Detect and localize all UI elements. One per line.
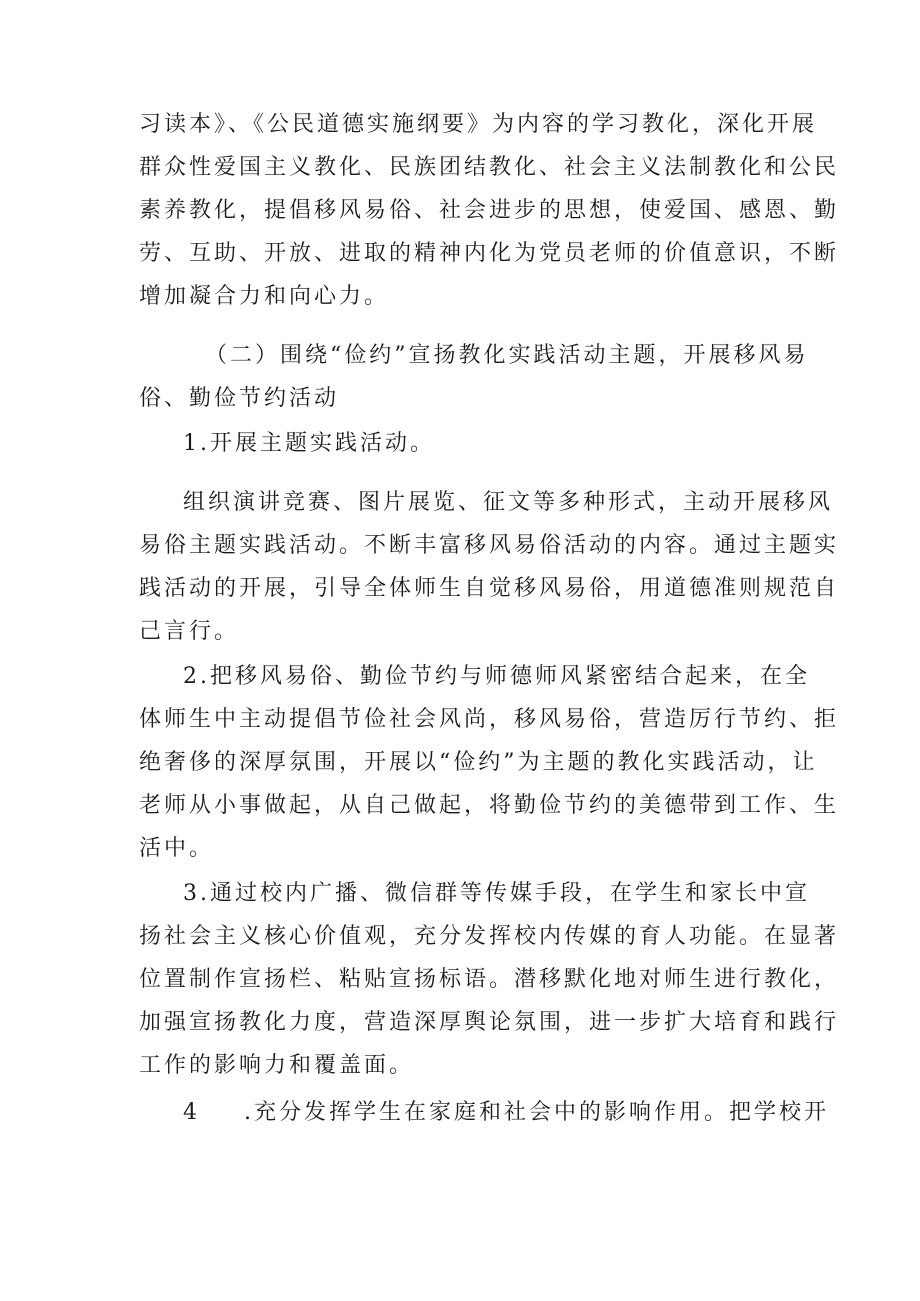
list-number: 4 bbox=[183, 1100, 200, 1125]
text-line: 扬社会主义核心价值观，充分发挥校内传媒的育人功能。在显著 bbox=[139, 924, 840, 949]
text-line: 绝奢侈的深厚氛围，开展以“俭约”为主题的教化实践活动，让 bbox=[139, 750, 818, 775]
text-line bbox=[139, 1091, 829, 1134]
text-line: 3.通过校内广播、微信群等传媒手段，在学生和家长中宣 bbox=[183, 881, 810, 906]
text-line: 群众性爱国主义教化、民族团结教化、社会主义法制教化和公民 bbox=[139, 155, 840, 180]
heading-line: （二）围绕“俭约”宣扬教化实践活动主题，开展移风易 bbox=[205, 343, 809, 368]
list-item-3 bbox=[139, 872, 840, 1087]
paragraph-2 bbox=[139, 481, 840, 653]
list-item-1 bbox=[139, 422, 799, 465]
text-line: 增加凝合力和向心力。 bbox=[139, 284, 390, 309]
text-line: 工作的影响力和覆盖面。 bbox=[139, 1053, 415, 1078]
text-line: 习读本》、《公民道德实施纲要》为内容的学习教化，深化开展 bbox=[139, 112, 818, 137]
text-line: 劳、互助、开放、进取的精神内化为党员老师的价值意识，不断 bbox=[139, 241, 840, 266]
section-heading bbox=[139, 334, 809, 420]
text-line: 老师从小事做起，从自己做起，将勤俭节约的美德带到工作、生 bbox=[139, 793, 840, 818]
text-line: 素养教化，提倡移风易俗、社会进步的思想，使爱国、感恩、勤 bbox=[139, 198, 840, 223]
text-line: 位置制作宣扬栏、粘贴宣扬标语。潜移默化地对师生进行教化， bbox=[139, 967, 840, 992]
text-line: 组织演讲竞赛、图片展览、征文等多种形式，主动开展移风 bbox=[183, 490, 834, 515]
text-line: 活中。 bbox=[139, 836, 215, 861]
list-item-4 bbox=[139, 1091, 829, 1134]
text-line: 己言行。 bbox=[139, 619, 240, 644]
text-line: 2.把移风易俗、勤俭节约与师德师风紧密结合起来，在全 bbox=[183, 664, 810, 689]
text-line: 践活动的开展，引导全体师生自觉移风易俗，用道德准则规范自 bbox=[139, 576, 840, 601]
heading-line: 俗、勤俭节约活动 bbox=[139, 386, 340, 411]
item-text: .充分发挥学生在家庭和社会中的影响作用。把学校开 bbox=[244, 1100, 829, 1125]
paragraph-1 bbox=[139, 103, 840, 318]
text-line: 易俗主题实践活动。不断丰富移风易俗活动的内容。通过主题实 bbox=[139, 533, 840, 558]
text-line: 体师生中主动提倡节俭社会风尚，移风易俗，营造厉行节约、拒 bbox=[139, 707, 840, 732]
text-line: 加强宣扬教化力度，营造深厚舆论氛围，进一步扩大培育和践行 bbox=[139, 1010, 840, 1035]
list-item-2 bbox=[139, 655, 840, 870]
text-line: 1.开展主题实践活动。 bbox=[183, 431, 435, 456]
